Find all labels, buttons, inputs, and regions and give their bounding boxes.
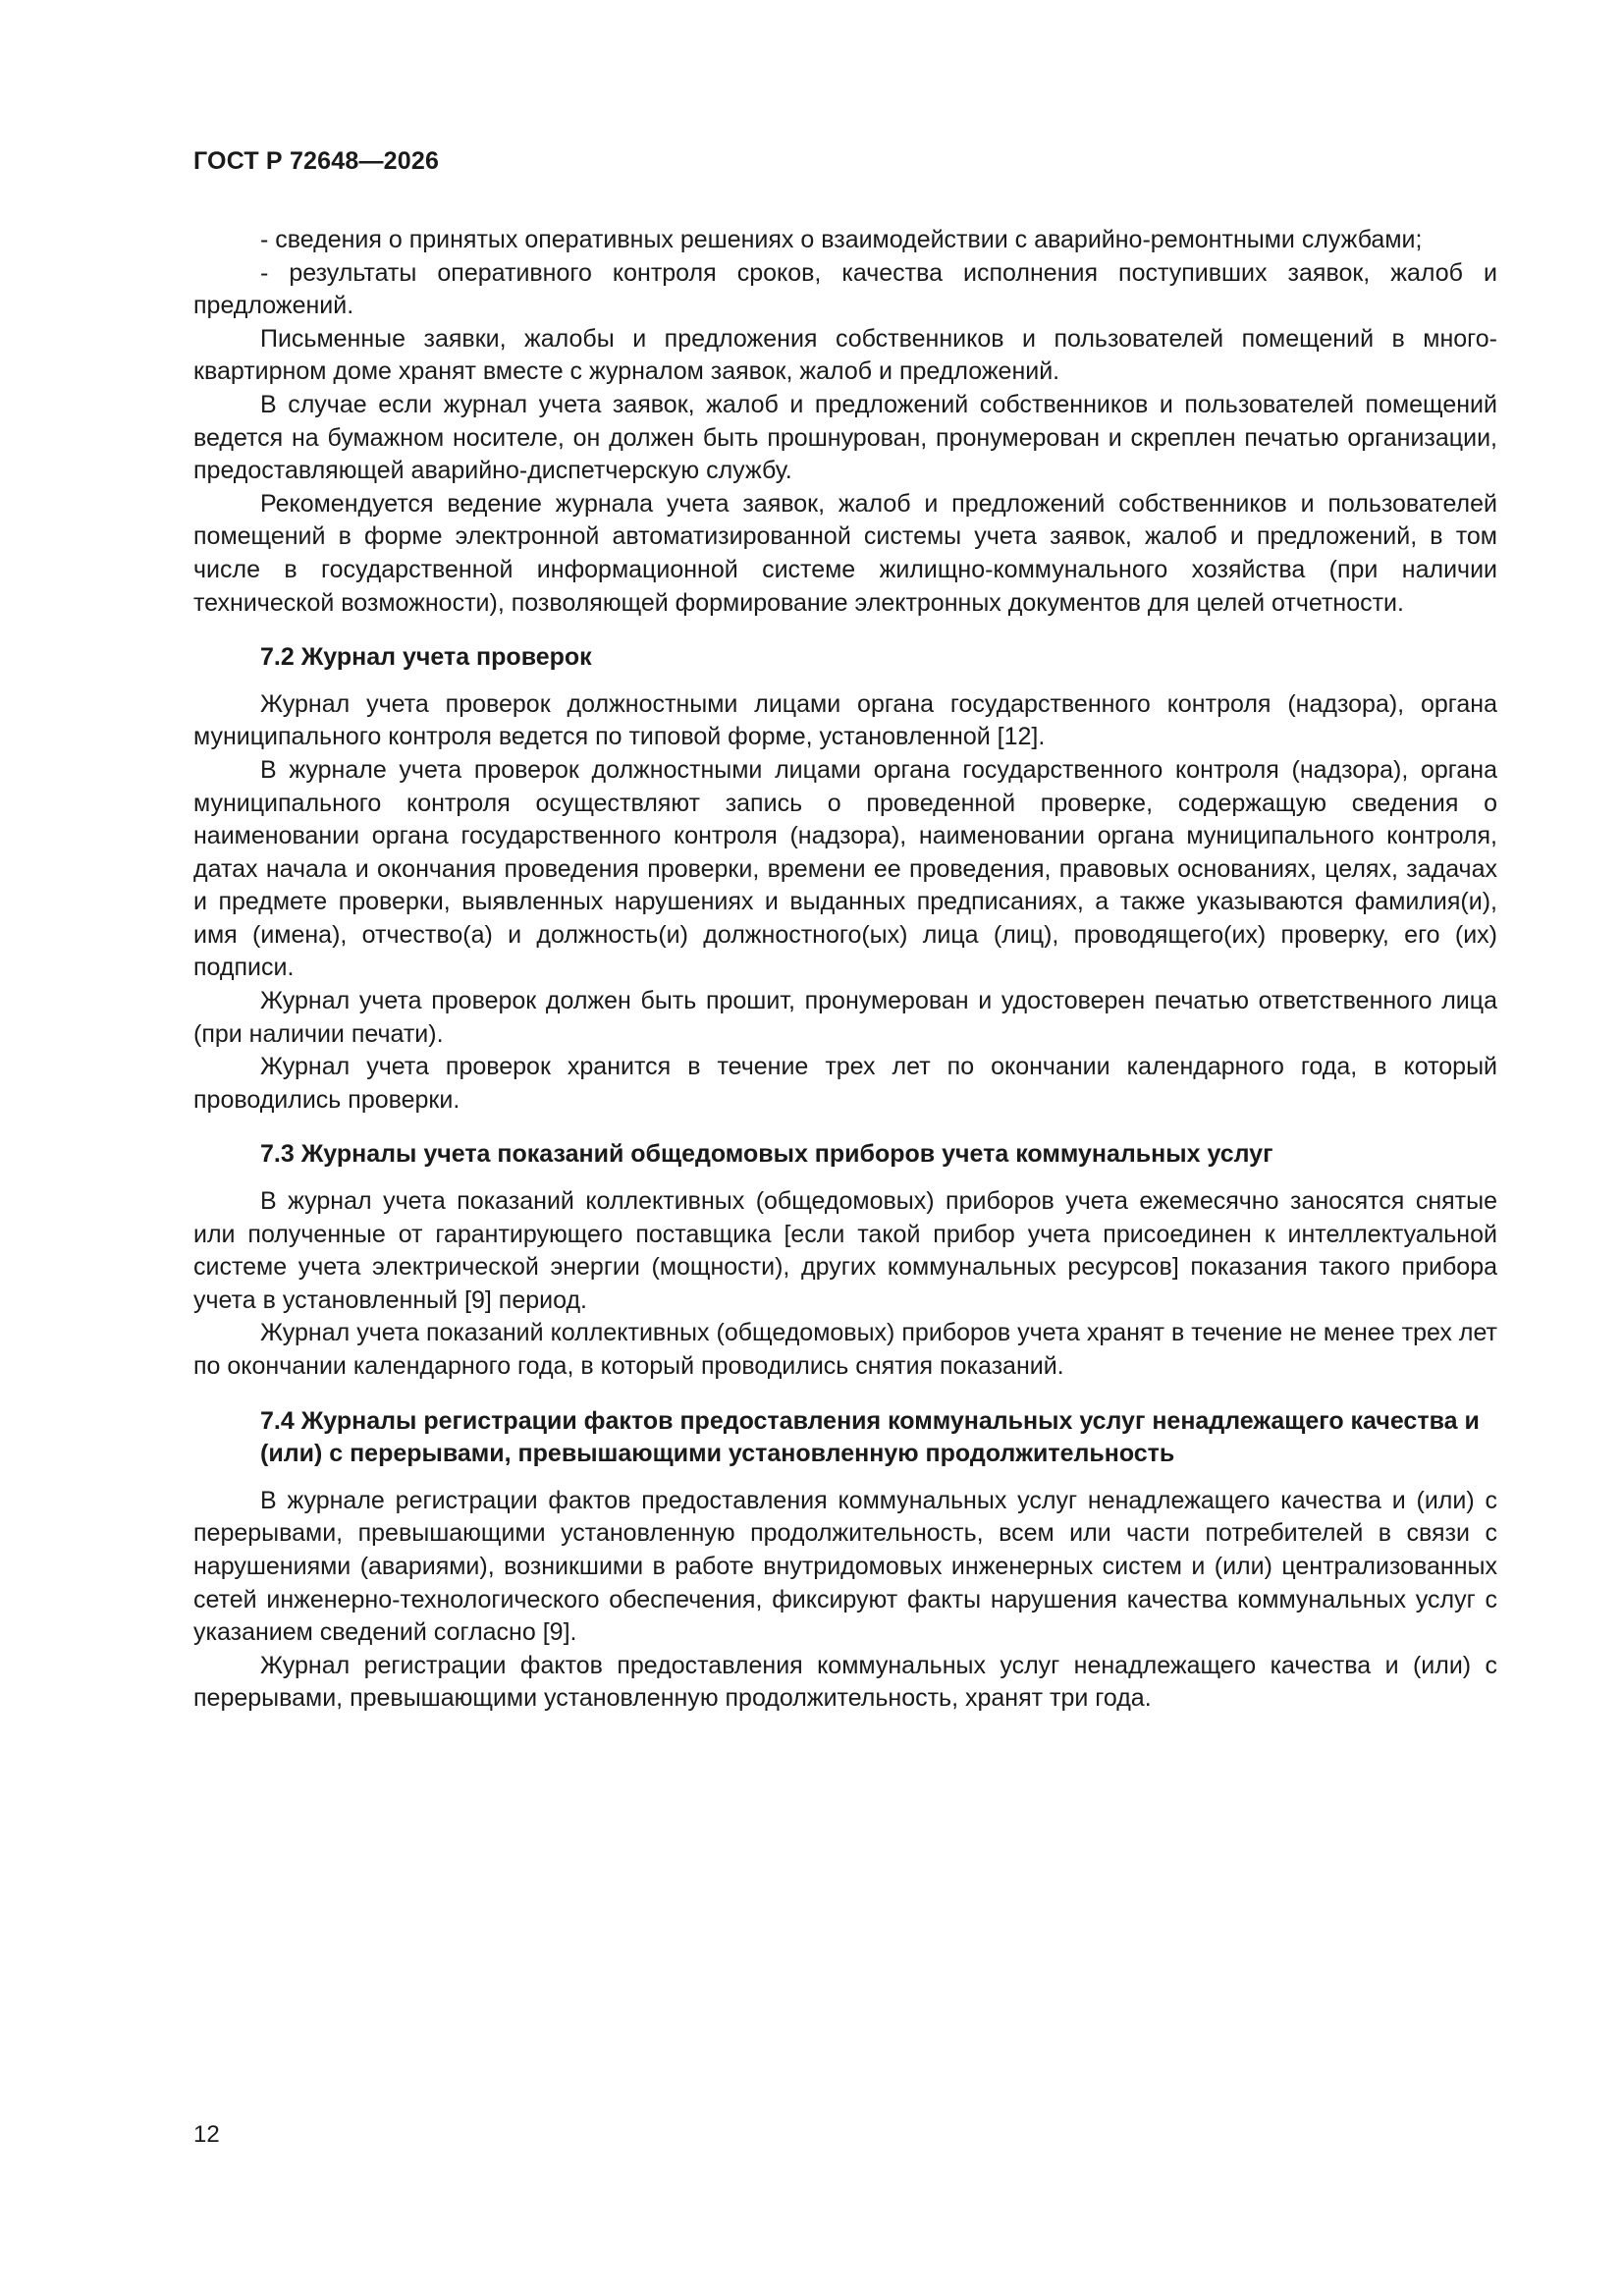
document-header: ГОСТ Р 72648—2026 (193, 147, 440, 175)
section-heading-7-4: 7.4 Журналы регистрации фактов предоставления коммунальных услуг ненадлежащего качества и (или) с перерывами, превышающими установленную продолжительность (260, 1406, 1480, 1468)
section-heading-7-3: 7.3 Журналы учета показаний общедомовых приборов учета коммунальных услуг (260, 1140, 1273, 1169)
document-body (193, 224, 1497, 1716)
section-heading-7-2: 7.2 Журнал учета проверок (260, 643, 592, 672)
section-7-2-paragraph-2: В журнале учета проверок должностными лицами органа государственного контроля (надзора), органа муниципального контроля осуществляют запись о проведенной проверке, содержащую сведения о наименовании органа государственного контроля (надзора), наименовании органа муниципального контроля, датах начала и окончания проведения проверки, времени ее проведения, правовых основаниях, целях, задачах и предмете проверки, выявленных нарушениях и выданных предписаниях, а также указываются фамилия(и), имя (имена), отчество(а) и должность(и) должностного(ых) лица (лиц), проводящего(их) проверку, его (их) подписи. (193, 755, 1497, 982)
intro-paragraph-1: - сведения о принятых оперативных решениях о взаимодействии с аварийно-ремонтными службами; (260, 226, 1423, 253)
intro-paragraph-3: Письменные заявки, жалобы и предложения собственников и пользователей помещений в многоквартирном доме хранят вместе с журналом заявок, жалоб и предложений. (193, 324, 1497, 386)
section-7-3-paragraph-1: В журнал учета показаний коллективных (общедомовых) приборов учета ежемесячно заносятся снятые или полученные от гарантирующего поставщика [если такой прибор учета присоединен к интеллектуальной системе учета электрической энергии (мощности), других коммунальных ресурсов] показания такого прибора учета в установленный [9] период. (193, 1187, 1497, 1314)
intro-paragraph-4: В случае если журнал учета заявок, жалоб и предложений собственников и пользователей помещений ведется на бумажном носителе, он должен быть прошнурован, пронумерован и скреплен печатью организации, предоставляющей аварийно-диспетчерскую службу. (193, 390, 1497, 485)
page-number: 12 (193, 2121, 220, 2148)
section-7-4-paragraph-1: В журнале регистрации фактов предоставления коммунальных услуг ненадлежащего качества и (или) с перерывами, превышающими установленную продолжительность, всем или части потребителей в связи с нарушениями (авариями), возникшими в работе внутридомовых инженерных систем и (или) централизованных сетей инженерно-технологического обеспечения, фиксируют факты нарушения качества коммунальных услуг с указанием сведений согласно [9]. (193, 1486, 1497, 1647)
section-7-4-paragraph-2: Журнал регистрации фактов предоставления коммунальных услуг ненадлежащего качества и (или) с перерывами, превышающими установленную продолжительность, хранят три года. (193, 1651, 1497, 1713)
intro-paragraph-2: - результаты оперативного контроля сроков, качества исполнения поступивших заявок, жалоб и предложений. (193, 258, 1497, 320)
intro-paragraph-5: Рекомендуется ведение журнала учета заявок, жалоб и предложений собственников и пользователей помещений в форме электронной автоматизированной системы учета заявок, жалоб и предложений, в том числе в государственной информационной системе жилищно-коммунального хозяйства (при наличии технической возможности), позволяющей формирование электронных документов для целей отчетности. (193, 489, 1497, 617)
section-7-2-paragraph-1: Журнал учета проверок должностными лицами органа государственного контроля (надзора), органа муниципального контроля ведется по типовой форме, установленной [12]. (193, 689, 1497, 751)
section-7-2-paragraph-4: Журнал учета проверок хранится в течение трех лет по окончании календарного года, в который проводились проверки. (193, 1053, 1497, 1114)
section-7-3-paragraph-2: Журнал учета показаний коллективных (общедомовых) приборов учета хранят в течение не менее трех лет по окончании календарного года, в который проводились снятия показаний. (193, 1319, 1497, 1380)
section-7-2-paragraph-3: Журнал учета проверок должен быть прошит, пронумерован и удостоверен печатью ответственного лица (при наличии печати). (193, 987, 1497, 1048)
